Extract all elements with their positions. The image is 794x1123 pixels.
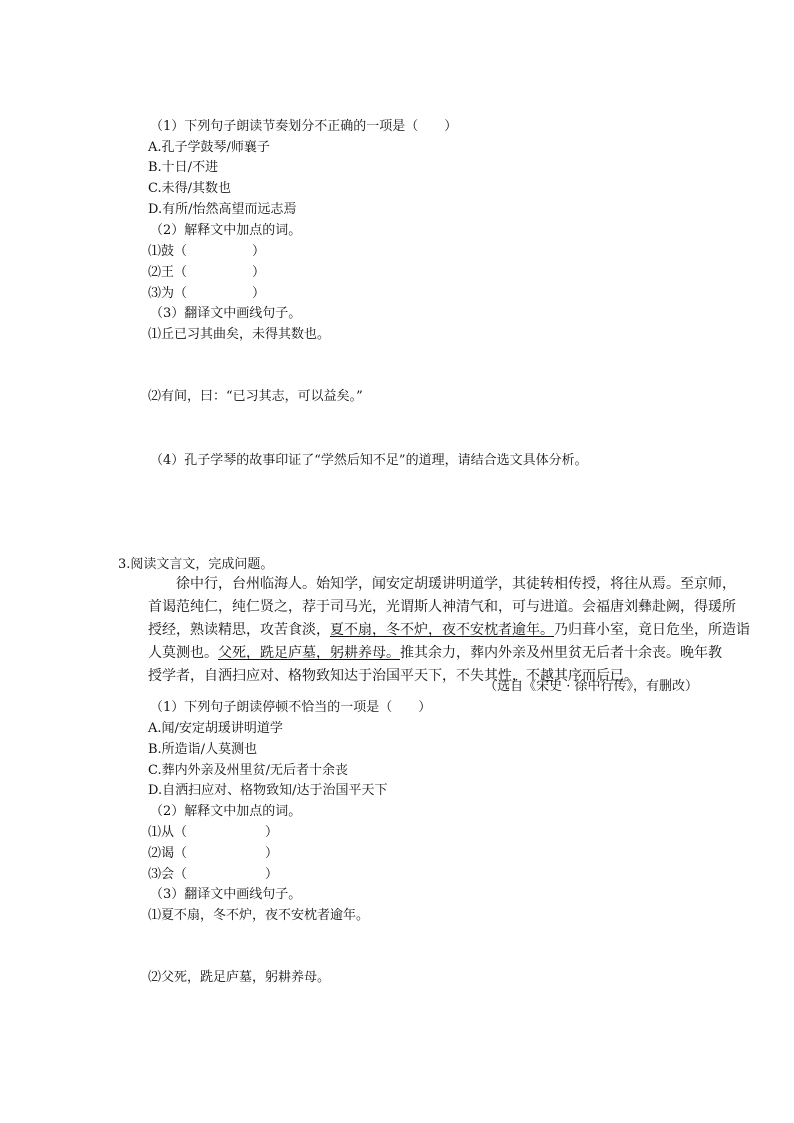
source-citation: （选自《宋史 · 徐中行传》，有删改） bbox=[484, 679, 698, 694]
question-1-stem: （1）下列句子朗读停顿不恰当的一项是（ ） bbox=[150, 700, 432, 715]
translate-item: ⑵父死，跣足庐墓，躬耕养母。 bbox=[148, 970, 331, 985]
translate-item: ⑴丘已习其曲矣，未得其数也。 bbox=[148, 327, 331, 342]
underlined-sentence: 父死，跣足庐墓，躬耕养母。 bbox=[218, 645, 400, 661]
passage-text: 授经，熟读精思，攻苦食淡， bbox=[148, 622, 330, 638]
question-4-stem: （4）孔子学琴的故事印证了“学然后知不足”的道理，请结合选文具体分析。 bbox=[150, 453, 588, 468]
passage-line bbox=[148, 642, 722, 665]
option-c: C.葬内外亲及州里贫/无后者十余丧 bbox=[148, 763, 348, 778]
word-item: ⑶为（ ） bbox=[148, 286, 266, 301]
option-c: C.未得/其数也 bbox=[148, 181, 231, 196]
option-d: D.有所/怡然高望而远志焉 bbox=[148, 202, 297, 217]
passage-text: 推其余力，葬内外亲及州里贫无后者十余丧。晚年教 bbox=[400, 645, 722, 661]
section-heading: 3.阅读文言文，完成问题。 bbox=[118, 557, 274, 572]
translate-item: ⑵有间，曰：“已习其志，可以益矣。” bbox=[148, 389, 363, 404]
question-3-stem: （3）翻译文中画线句子。 bbox=[150, 887, 302, 902]
option-b: B.所造诣/人莫测也 bbox=[148, 742, 258, 757]
word-item: ⑵谒（ ） bbox=[148, 846, 279, 861]
passage-text: 人莫测也。 bbox=[148, 645, 218, 661]
translate-item: ⑴夏不扇，冬不炉，夜不安枕者逾年。 bbox=[148, 908, 370, 923]
word-item: ⑶会（ ） bbox=[148, 867, 279, 882]
question-1-stem: （1）下列句子朗读节奏划分不正确的一项是（ ） bbox=[150, 119, 458, 134]
question-2-stem: （2）解释文中加点的词。 bbox=[150, 223, 302, 238]
word-item: ⑵王（ ） bbox=[148, 265, 266, 280]
question-3-stem: （3）翻译文中画线句子。 bbox=[150, 306, 302, 321]
option-a: A.闻/安定胡瑗讲明道学 bbox=[148, 721, 283, 736]
option-d: D.自洒扫应对、格物致知/达于治国平天下 bbox=[148, 783, 388, 798]
passage-text: 乃归葺小室，竟日危坐，所造诣 bbox=[554, 622, 750, 638]
underlined-sentence: 夏不扇，冬不炉，夜不安枕者逾年。 bbox=[330, 622, 554, 638]
passage-line: 授学者，自洒扫应对、格物致知达于治国平天下，不失其性，不越其序而后已。 bbox=[148, 668, 638, 684]
word-item: ⑴从（ ） bbox=[148, 825, 279, 840]
passage-line: 首谒范纯仁，纯仁贤之，荐于司马光，光谓斯人神清气和，可与进道。会福唐刘彝赴阙，得瑗所 bbox=[148, 599, 736, 615]
word-item: ⑴鼓（ ） bbox=[148, 244, 266, 259]
option-a: A.孔子学鼓琴/师襄子 bbox=[148, 140, 270, 155]
option-b: B.十日/不进 bbox=[148, 160, 219, 175]
passage-line: 徐中行，台州临海人。始知学，闻安定胡瑗讲明道学，其徒转相传授，将往从焉。至京师， bbox=[176, 576, 736, 592]
passage-line bbox=[148, 619, 750, 642]
question-2-stem: （2）解释文中加点的词。 bbox=[150, 804, 302, 819]
